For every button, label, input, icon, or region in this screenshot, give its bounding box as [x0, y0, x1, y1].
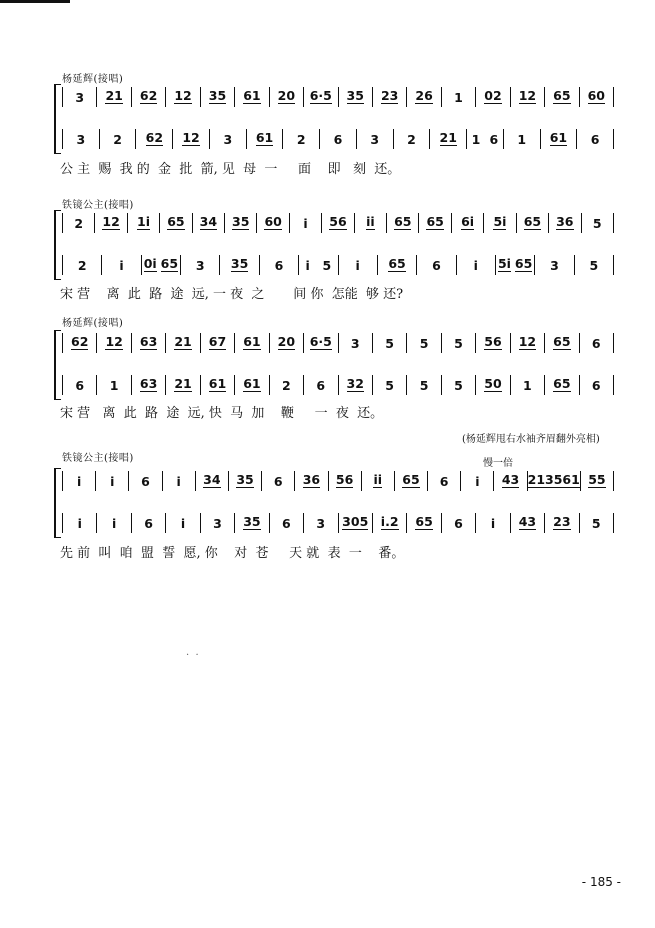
measure — [407, 336, 440, 351]
measure — [132, 378, 165, 392]
note-group: 5 — [419, 335, 429, 351]
measure — [201, 378, 234, 392]
note-group: 23 — [553, 514, 571, 529]
measure — [461, 474, 493, 489]
measure — [452, 216, 483, 230]
barline — [613, 375, 614, 395]
note-group: 65 — [553, 334, 571, 349]
measure — [528, 474, 580, 488]
note-group: i — [77, 515, 82, 531]
note-group: 35 — [236, 472, 254, 487]
note-group: 21 — [174, 334, 192, 349]
note-group: 63 — [139, 334, 158, 349]
measure — [163, 474, 195, 489]
note-group: 6 — [141, 473, 150, 489]
note-group: 5i — [497, 256, 511, 271]
barline — [613, 213, 614, 233]
system-brace — [54, 210, 61, 280]
measure — [201, 90, 234, 104]
note-group: 2 — [113, 131, 122, 147]
singer-label: 杨延辉(接唱) — [62, 74, 124, 85]
note-group: 6 — [316, 377, 326, 393]
measure — [128, 216, 159, 230]
measure — [476, 90, 509, 104]
note-group: i — [473, 257, 478, 273]
top-rule — [0, 0, 70, 3]
measure — [373, 90, 406, 104]
measure — [304, 90, 337, 104]
note-group: 62 — [145, 130, 164, 145]
note-group: 2 — [407, 131, 416, 147]
system-brace — [54, 330, 61, 400]
measure — [430, 132, 466, 146]
measure — [457, 258, 495, 273]
note-group: 61 — [243, 376, 261, 391]
note-group: 21 — [439, 130, 457, 145]
note-group: 6 — [273, 473, 283, 489]
measure — [582, 216, 613, 231]
note-group: 6 — [591, 377, 601, 393]
note-group: 60 — [264, 214, 282, 229]
measure — [577, 132, 613, 147]
note-group: 1 — [471, 131, 481, 147]
lower-staff — [62, 128, 614, 150]
upper-staff — [62, 212, 614, 234]
measure — [304, 336, 337, 350]
measure — [504, 132, 540, 147]
measure — [467, 132, 503, 147]
note-group: 3 — [370, 131, 380, 147]
note-group: 35 — [208, 88, 227, 103]
measure — [407, 516, 440, 530]
measure — [132, 336, 165, 350]
measure — [235, 516, 268, 530]
barline — [613, 87, 614, 107]
measure — [442, 90, 475, 105]
measure — [63, 132, 99, 147]
measure — [283, 132, 319, 147]
note-group: 12 — [518, 88, 537, 103]
note-group: 20 — [277, 334, 296, 349]
measure — [166, 90, 199, 104]
note-group: 5 — [322, 257, 332, 273]
measure — [299, 258, 337, 273]
note-group: 305 — [342, 514, 369, 529]
note-group: 61 — [243, 334, 261, 349]
note-group: 35 — [346, 88, 364, 103]
note-group: 65 — [402, 472, 420, 487]
measure — [63, 336, 96, 350]
measure — [417, 258, 455, 273]
note-group: i — [176, 473, 181, 489]
note-group: i — [76, 473, 82, 489]
note-group: i — [305, 257, 310, 273]
measure — [63, 474, 95, 489]
singer-label: 杨延辉(接唱) — [62, 318, 124, 329]
note-group: 56 — [484, 334, 502, 349]
measure — [580, 336, 613, 351]
note-group: 55 — [588, 472, 606, 487]
measure — [581, 474, 613, 488]
note-group: 35 — [243, 514, 261, 529]
measure — [63, 378, 96, 393]
measure — [181, 258, 219, 273]
measure — [476, 516, 509, 531]
note-group: i — [475, 473, 480, 489]
note-group: 65 — [388, 256, 406, 271]
lower-staff — [62, 512, 614, 534]
measure — [220, 258, 258, 272]
system-brace — [54, 84, 61, 154]
note-group: 6 — [274, 257, 284, 273]
note-group: 6 — [590, 131, 600, 147]
measure — [407, 378, 440, 393]
note-group: 3 — [350, 335, 360, 351]
measure — [270, 378, 303, 393]
note-group: 6 — [454, 515, 463, 531]
note-group: 34 — [199, 214, 218, 229]
barline — [613, 255, 614, 275]
measure — [580, 378, 613, 393]
measure — [166, 378, 199, 392]
measure — [511, 516, 544, 530]
note-group: 6 — [75, 377, 85, 393]
note-group: ii — [373, 472, 383, 487]
note-group: 36 — [556, 214, 574, 229]
measure — [484, 216, 515, 230]
note-group: 56 — [335, 472, 354, 487]
note-group: 3 — [316, 515, 326, 531]
note-group: 23 — [380, 88, 399, 103]
note-group: 6·5 — [309, 334, 332, 349]
measure — [63, 90, 96, 105]
note-group: 12 — [174, 88, 192, 103]
measure — [329, 474, 361, 488]
measure — [97, 516, 130, 531]
barline — [613, 129, 614, 149]
note-group: 1 — [454, 89, 463, 105]
measure — [362, 474, 394, 488]
measure — [378, 258, 416, 272]
note-group: 6 — [489, 131, 499, 147]
note-group: 61 — [243, 88, 261, 103]
measure — [63, 258, 101, 273]
measure — [270, 516, 303, 531]
note-group: 65 — [394, 214, 412, 229]
measure — [295, 474, 327, 488]
note-group: i — [180, 515, 186, 531]
measure — [494, 474, 526, 488]
note-group: 213561 — [527, 472, 580, 487]
measure — [235, 90, 268, 104]
measure — [442, 336, 475, 351]
note-group: 5 — [592, 215, 602, 231]
measure — [304, 378, 337, 393]
barline — [613, 513, 614, 533]
measure — [193, 216, 224, 230]
measure — [290, 216, 321, 231]
note-group: 6 — [432, 257, 441, 273]
measure — [229, 474, 261, 488]
note-group: 2 — [74, 215, 84, 231]
note-group: 5 — [589, 257, 599, 273]
note-group: 65 — [553, 88, 571, 103]
measure — [357, 132, 393, 147]
lower-staff — [62, 374, 614, 396]
note-group: 1 — [109, 377, 119, 393]
note-group: 56 — [329, 214, 347, 229]
measure — [580, 90, 613, 104]
measure — [201, 516, 234, 531]
note-group: 6 — [333, 131, 343, 147]
measure — [541, 132, 577, 146]
measure — [97, 90, 130, 104]
measure — [173, 132, 209, 146]
note-group: 1 — [517, 131, 527, 147]
note-group: 65 — [160, 256, 179, 271]
note-group: ii — [366, 214, 375, 229]
note-group: 5i — [493, 214, 507, 229]
measure — [476, 378, 509, 392]
note-group: 43 — [501, 472, 520, 487]
note-group: 20 — [277, 88, 296, 103]
measure — [476, 336, 509, 350]
measure — [517, 216, 548, 230]
measure — [387, 216, 418, 230]
note-group: 61 — [255, 130, 274, 145]
measure — [262, 474, 294, 489]
singer-label: 铁镜公主(接唱) — [62, 453, 134, 464]
measure — [166, 516, 199, 531]
note-group: i — [119, 257, 124, 273]
measure — [129, 474, 161, 489]
measure — [373, 378, 406, 393]
note-group: 1 — [523, 377, 532, 393]
measure — [428, 474, 460, 489]
note-group: 61 — [549, 130, 568, 145]
note-group: 5 — [591, 515, 601, 531]
measure — [545, 336, 578, 350]
measure — [97, 336, 130, 350]
note-group: 63 — [139, 376, 158, 391]
note-group: i.2 — [380, 514, 399, 529]
upper-staff — [62, 332, 614, 354]
system-brace — [54, 468, 61, 538]
note-group: 65 — [514, 256, 533, 271]
note-group: 3 — [195, 257, 205, 273]
note-group: 60 — [587, 88, 605, 103]
measure — [511, 336, 544, 350]
note-group: 6i — [461, 214, 475, 229]
note-group: i — [110, 473, 115, 489]
measure — [511, 90, 544, 104]
stray-mark: · · — [186, 650, 199, 661]
note-group: 65 — [523, 214, 542, 229]
measure — [196, 474, 228, 488]
note-group: 35 — [232, 214, 250, 229]
note-group: 65 — [553, 376, 571, 391]
note-group: 6 — [144, 515, 153, 531]
measure — [339, 378, 372, 392]
measure — [373, 336, 406, 351]
measure — [355, 216, 386, 230]
lower-staff — [62, 254, 614, 276]
measure — [339, 336, 372, 351]
note-group: 65 — [167, 214, 185, 229]
measure — [322, 216, 353, 230]
note-group: 2 — [296, 131, 306, 147]
note-group: i — [490, 515, 496, 531]
note-group: 5 — [454, 335, 463, 351]
measure — [339, 90, 372, 104]
measure — [132, 516, 165, 531]
measure — [235, 378, 268, 392]
measure — [270, 90, 303, 104]
measure — [496, 258, 534, 272]
barline — [613, 471, 614, 491]
measure — [575, 258, 613, 273]
measure — [394, 132, 430, 147]
measure — [260, 258, 298, 273]
measure — [545, 90, 578, 104]
measure — [160, 216, 191, 230]
measure — [339, 516, 372, 530]
measure — [100, 132, 136, 147]
note-group: 1i — [137, 214, 150, 229]
note-group: 67 — [208, 334, 227, 349]
note-group: 6 — [591, 335, 601, 351]
note-group: 12 — [182, 130, 200, 145]
measure — [166, 336, 199, 350]
measure — [407, 90, 440, 104]
measure — [419, 216, 450, 230]
note-group: 50 — [484, 376, 502, 391]
barline — [613, 333, 614, 353]
note-group: 65 — [415, 514, 433, 529]
note-group: 32 — [346, 376, 364, 391]
note-group: 3 — [76, 131, 86, 147]
page-number: - 185 - — [581, 875, 621, 889]
measure — [270, 336, 303, 350]
lyrics-line: 宋 营 离 此 路 途 远, 快 马 加 鞭 一 夜 还。 — [60, 406, 384, 421]
note-group: 26 — [415, 88, 433, 103]
measure — [225, 216, 256, 230]
note-group: 02 — [484, 88, 502, 103]
measure — [136, 132, 172, 146]
measure — [102, 258, 140, 273]
lyrics-line: 先 前 叫 咱 盟 誓 愿, 你 对 苍 天 就 表 一 番。 — [60, 546, 405, 561]
note-group: 62 — [139, 88, 158, 103]
measure — [549, 216, 580, 230]
note-group: 6 — [439, 473, 449, 489]
singer-label: 铁镜公主(接唱) — [62, 200, 134, 211]
note-group: 12 — [102, 214, 120, 229]
measure — [442, 516, 475, 531]
note-group: 5 — [385, 377, 394, 393]
note-group: 2 — [77, 257, 87, 273]
note-group: 21 — [174, 376, 192, 391]
measure — [320, 132, 356, 147]
note-group: 34 — [203, 472, 221, 487]
measure — [442, 378, 475, 393]
note-group: 5 — [385, 335, 394, 351]
measure — [257, 216, 288, 230]
measure — [373, 516, 406, 530]
note-group: 3 — [213, 515, 222, 531]
measure — [395, 474, 427, 488]
note-group: 5 — [454, 377, 463, 393]
note-group: i — [112, 515, 117, 531]
upper-staff — [62, 86, 614, 108]
note-group: i — [355, 257, 360, 273]
note-group: 61 — [208, 376, 227, 391]
measure — [132, 90, 165, 104]
measure — [63, 216, 94, 231]
measure — [511, 378, 544, 393]
note-group: 2 — [281, 377, 291, 393]
measure — [535, 258, 573, 273]
measure — [545, 516, 578, 530]
note-group: 36 — [302, 472, 321, 487]
note-group: 65 — [426, 214, 444, 229]
measure — [201, 336, 234, 350]
measure — [97, 378, 130, 393]
note-group: i — [303, 215, 308, 231]
note-group: 62 — [71, 334, 89, 349]
measure — [304, 516, 337, 531]
note-group: 3 — [75, 89, 85, 105]
measure — [210, 132, 246, 147]
note-group: 35 — [230, 256, 249, 271]
note-group: 21 — [105, 88, 123, 103]
note-group: 0i — [143, 256, 157, 271]
lyrics-line: 公 主 赐 我 的 金 批 箭, 见 母 一 面 即 刻 还。 — [60, 162, 401, 177]
measure — [142, 258, 180, 272]
upper-staff — [62, 470, 614, 492]
measure — [95, 216, 126, 230]
note-group: 3 — [550, 257, 559, 273]
note-group: 6·5 — [309, 88, 332, 103]
measure — [96, 474, 128, 489]
measure — [63, 516, 96, 531]
measure — [235, 336, 268, 350]
measure — [247, 132, 283, 146]
measure — [580, 516, 613, 531]
note-group: 6 — [281, 515, 291, 531]
tempo-marking: 慢一倍 — [483, 458, 513, 469]
note-group: 3 — [223, 131, 233, 147]
lyrics-line: 宋 营 离 此 路 途 远, 一 夜 之 间 你 怎能 够 还? — [60, 287, 404, 302]
note-group: 12 — [105, 334, 123, 349]
measure — [545, 378, 578, 392]
stage-direction: (杨延辉甩右水袖齐眉翻外亮相) — [462, 434, 600, 445]
measure — [339, 258, 377, 273]
note-group: 43 — [518, 514, 537, 529]
note-group: 12 — [518, 334, 537, 349]
note-group: 5 — [419, 377, 429, 393]
